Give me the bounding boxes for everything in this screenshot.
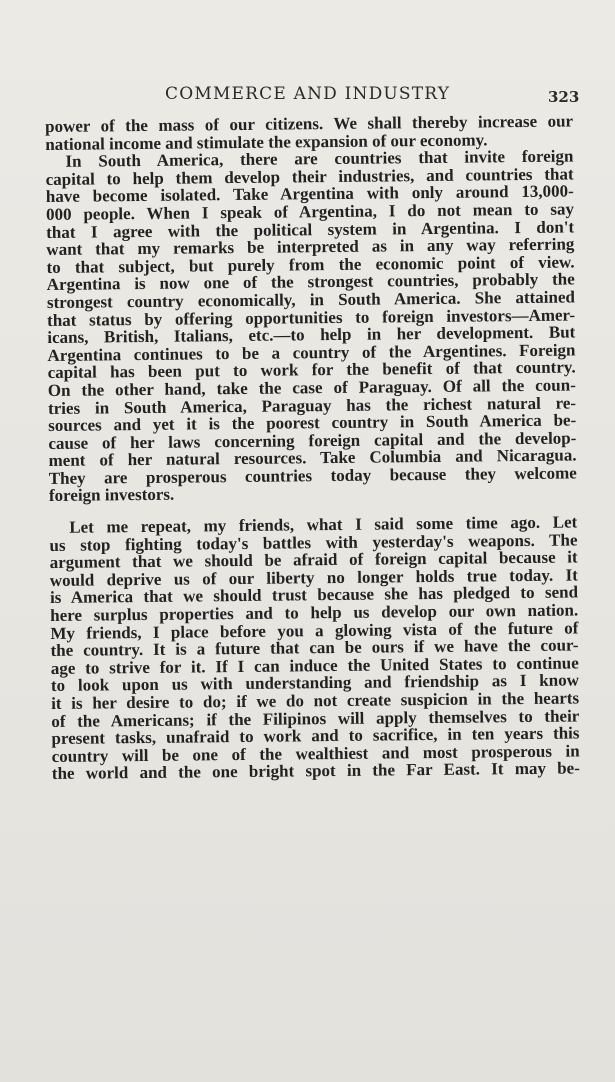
text-line: the country. It is a future that can be ours if we have the cour- xyxy=(50,635,579,661)
text-line: sources and yet it is the poorest country in South America be- xyxy=(48,410,577,436)
text-line: of the Americans; if the Filipinos will apply themselves to their xyxy=(51,706,580,731)
text-line: is America that we should trust because she has pledged to send xyxy=(49,582,579,608)
text-line: Argentina continues to be a country of the Argentines. Foreign xyxy=(47,340,576,365)
text-line: Let me repeat, my friends, what I said some time ago. Let xyxy=(69,512,578,537)
paragraph-2 xyxy=(45,148,577,505)
text-line: 000 people. When I speak of Argentina, I do not mean to say xyxy=(45,199,575,224)
text-line: They are prosperous countries today because they welcome xyxy=(48,463,577,488)
text-line: tries in South America, Paraguay has the richest natural re- xyxy=(47,392,577,418)
running-title: COMMERCE AND INDUSTRY xyxy=(165,84,451,104)
text-line: us stop fighting today's battles with yesterday's weapons. The xyxy=(49,530,578,555)
text-line: On the other hand, take the case of Paraguay. Of all the coun- xyxy=(47,375,576,400)
text-line: My friends, I place before you a glowing vista of the future of xyxy=(50,618,579,643)
text-line: country will be one of the wealthiest and most prosperous in xyxy=(51,741,580,766)
paragraph-3 xyxy=(49,514,580,783)
text-line: foreign investors. xyxy=(48,485,175,506)
text-line: to look upon us with understanding and friendship as I know xyxy=(50,670,580,696)
text-line: would deprive us of our liberty no longer holds true today. It xyxy=(49,565,578,590)
text-line: cause of her laws concerning foreign capital and the develop- xyxy=(48,428,577,453)
text-line: ment of her natural resources. Take Columbia and Nicaragua. xyxy=(48,445,577,471)
text-line: that status by offering opportunities to foreign investors—Amer- xyxy=(47,304,576,330)
text-line: capital to help them develop their industries, and countries that xyxy=(45,164,574,189)
text-line: icans, British, Italians, etc.—to help in her development. But xyxy=(47,322,576,348)
text-line: argument that we should be afraid of foreign capital because it xyxy=(49,547,578,573)
text-line: have become isolated. Take Argentina with only around 13,000- xyxy=(45,181,574,207)
text-line: capital has been put to work for the benefit of that country. xyxy=(47,357,576,383)
text-line: national income and stimulate the expansion of our economy. xyxy=(45,129,488,154)
text-line: age to strive for it. If I can induce the United States to continue xyxy=(50,653,579,678)
text-line: the world and the one bright spot in the Far East. It may be- xyxy=(51,758,580,784)
running-header xyxy=(0,84,615,110)
text-line: strongest country economically, in South America. She attained xyxy=(46,287,576,312)
text-line: Argentina is now one of the strongest countries, probably the xyxy=(46,269,575,295)
text-line: to that subject, but purely from the economic point of view. xyxy=(46,252,575,277)
text-line: power of the mass of our citizens. We shall thereby increase our xyxy=(44,111,574,136)
text-line: that I agree with the political system in Argentina. I don't xyxy=(46,217,575,242)
text-line: here surplus properties and to help us develop our own nation. xyxy=(50,600,579,626)
body-text xyxy=(45,112,580,782)
text-line: it is her desire to do; if we do not create suspicion in the hearts xyxy=(51,688,580,713)
page-number: 323 xyxy=(548,88,580,106)
text-line: present tasks, unafraid to work and to sacrifice, in ten years this xyxy=(51,723,580,749)
text-line: want that my remarks be interpreted as in any way referring xyxy=(46,234,575,260)
text-line: In South America, there are countries that invite foreign xyxy=(65,146,574,171)
